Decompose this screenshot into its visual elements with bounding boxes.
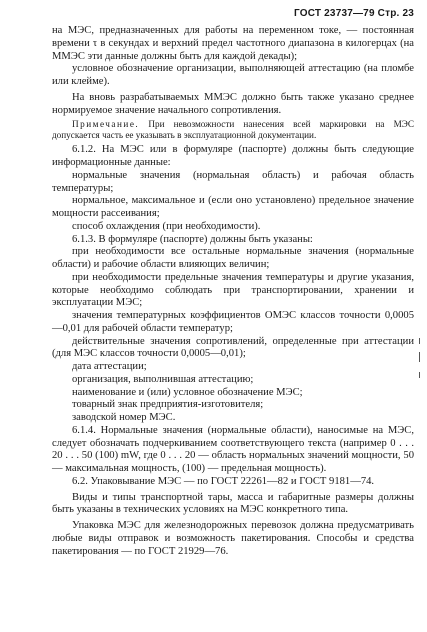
body-text [52,25,414,558]
note-label: Примечание. [72,119,140,130]
note [52,119,414,141]
paragraph-12: действительные значения сопротивлений, определенные при аттестации (для МЭС классов точности 0,0005—0,01); [52,335,414,360]
page-header: ГОСТ 23737—79 Стр. 23 [294,8,414,19]
paragraph-3: На вновь разрабатываемых ММЭС должно быть также указано среднее нормируемое значение начального сопротивления. [52,91,414,116]
paragraph-9: при необходимости все остальные нормальные значения (нормальные области) и рабочие области влияющих величин; [52,246,414,270]
paragraph-15: наименование и (или) условное обозначение МЭС; [72,386,303,398]
paragraph-17: заводской номер МЭС. [72,412,176,423]
paragraph-14: организация, выполнившая аттестацию; [72,373,254,385]
margin-mark [419,372,420,378]
paragraph-20: Виды и типы транспортной тары, масса и габаритные размеры должны быть указаны в технических условиях на МЭС конкретного типа. [52,491,414,516]
margin-mark [419,352,420,362]
paragraph-11: значения температурных коэффициентов ОМЭС классов точности 0,0005—0,01 для рабочей области температур; [52,310,414,334]
paragraph-18: 6.1.4. Нормальные значения (нормальные области), наносимые на МЭС, следует обозначать подчеркиванием соответствующего текста (например 0 . . . 20 . . . 50 (100) mW, где 0 . . . 20 — область нормальных значений мощности, 50 — максимальная мощность, (100) — предельная мощность). [52,424,414,474]
document-page [52,8,414,558]
paragraph-21: Упаковка МЭС для железнодорожных перевозок должна предусматривать любые виды отправок и возможность пакетирования. Способы и средства пакетирования — по ГОСТ 21929—76. [52,520,414,557]
paragraph-19: 6.2. Упаковывание МЭС — по ГОСТ 22261—82 и ГОСТ 9181—74. [72,475,375,487]
paragraph-10: при необходимости предельные значения температуры и другие указания, которые необходимо соблюдать при транспортировании, хранении и эксплуатации МЭС; [52,271,414,309]
paragraph-1: на МЭС, предназначенных для работы на переменном токе, — постоянная времени τ в секундах и верхний предел частотного диапазона в килогерцах (на ММЭС эти данные должны быть для каждой декады); [52,25,414,62]
paragraph-13: дата аттестации; [72,361,147,372]
paragraph-5: нормальные значения (нормальная область) и рабочая область температуры; [52,169,414,194]
paragraph-4: 6.1.2. На МЭС или в формуляре (паспорте) должны быть следующие информационные данные: [52,144,414,168]
paragraph-7: способ охлаждения (при необходимости). [72,220,261,232]
paragraph-2: условное обозначение организации, выполняющей аттестацию (на пломбе или клейме). [52,63,414,87]
note-text: При невозможности нанесения всей маркировки на МЭС допускается часть ее указывать в эксплуатационной документации. [52,119,415,141]
paragraph-16: товарный знак предприятия-изготовителя; [72,399,264,411]
paragraph-8: 6.1.3. В формуляре (паспорте) должны быть указаны: [72,233,313,245]
margin-mark [419,338,420,344]
paragraph-6: нормальное, максимальное и (если оно установлено) предельное значение мощности рассеивания; [52,195,414,219]
